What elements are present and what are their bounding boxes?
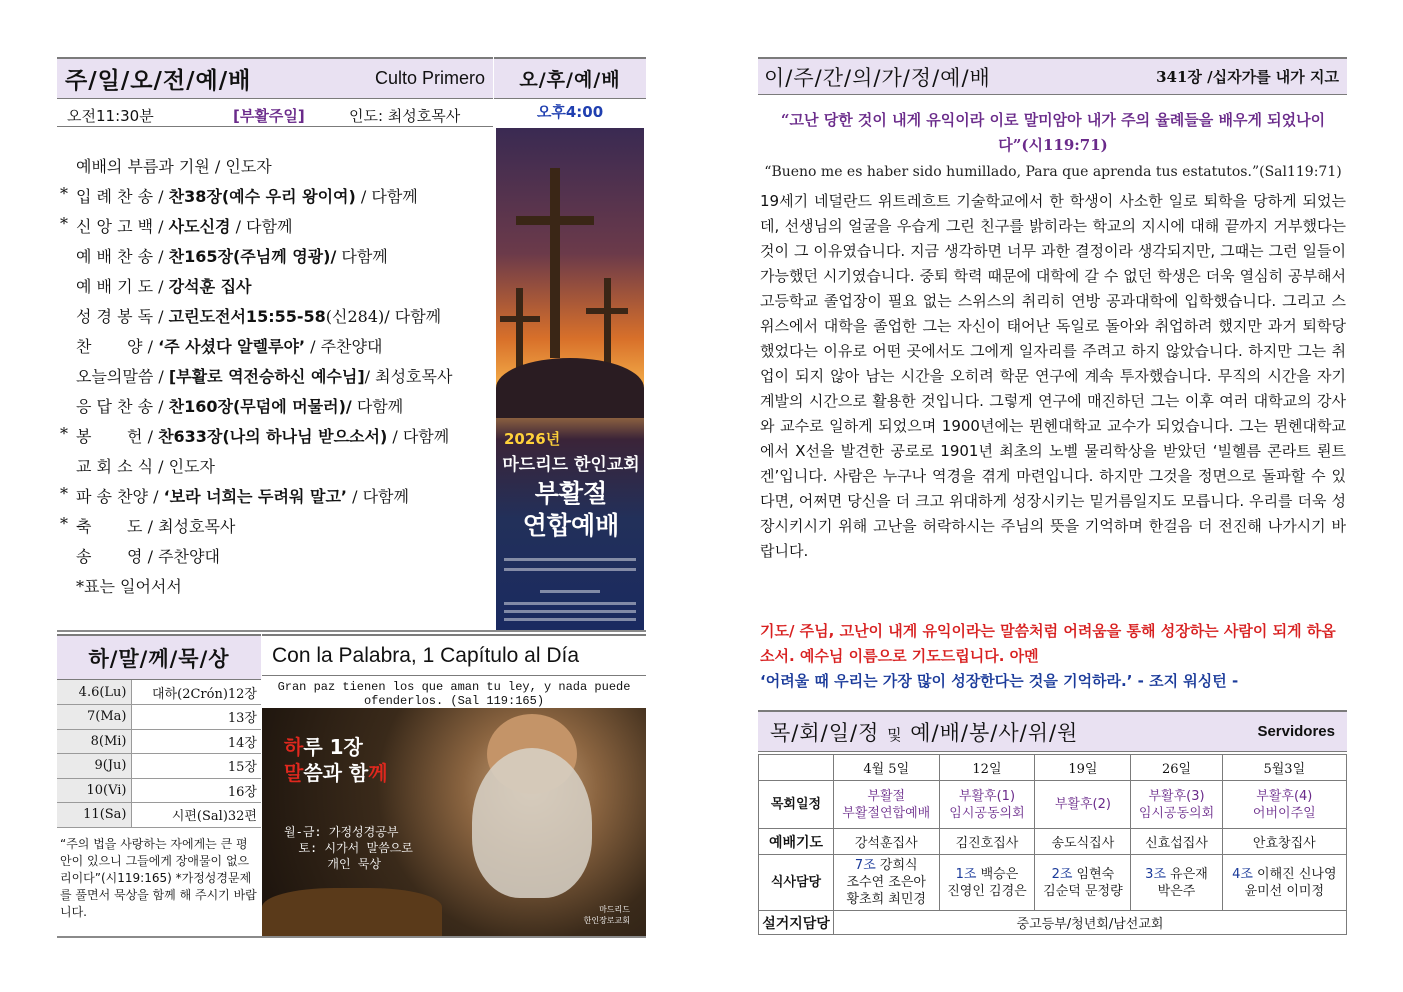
schedule-title-c: 예/배/봉/사/위/원 [910, 720, 1079, 745]
order-star [60, 544, 76, 574]
order-text [76, 424, 449, 454]
order-label: 예 배 찬 송 / [76, 247, 169, 266]
order-star: * [60, 514, 68, 533]
reading-row [57, 729, 261, 754]
order-bold: 찬633장(나의 하나님 받으소서) [158, 427, 388, 446]
poster-fineprint [504, 602, 636, 605]
reading-book: 15장 [131, 754, 261, 779]
meal-group: 1조 [955, 866, 977, 882]
schedule-prayer: 신효섭집사 [1131, 829, 1222, 855]
order-item [60, 514, 490, 544]
order-item [60, 244, 490, 274]
sunday-label: [부활주일] [233, 107, 305, 125]
order-bold: ‘주 사셨다 알렐루야’ [158, 337, 306, 356]
meal-line: 진영인 김경은 [947, 883, 1027, 899]
reading-book: 14장 [131, 729, 261, 754]
cross-shape [500, 316, 540, 322]
order-tail: / 다함께 [230, 217, 293, 236]
order-star [60, 304, 76, 334]
order-bold: [부활로 역전승하신 예수님] [168, 367, 365, 386]
meal-group: 2조 [1051, 866, 1073, 882]
order-bold: 찬38장(예수 우리 왕이여) [168, 187, 356, 206]
schedule-meals-row [759, 855, 1347, 911]
order-item [60, 334, 490, 364]
schedule-prayer: 안효창집사 [1222, 829, 1346, 855]
order-item [60, 544, 490, 574]
family-title: 이/주/간/의/가/정/예/배 [764, 65, 991, 90]
schedule-prayers-row [759, 829, 1347, 855]
verse-spanish: “Bueno me es haber sido humillado, Para que aprenda tus estatutos.”(Sal119:71) [764, 164, 1342, 180]
order-tail: 다함께 [336, 247, 388, 266]
schedule-event [834, 781, 940, 829]
order-star: * [60, 484, 68, 503]
afternoon-time: 오후4:00 [536, 103, 604, 121]
worship-leader: 인도: 최성호목사 [349, 107, 461, 125]
order-label: 예배의 부름과 기원 / 인도자 [76, 157, 272, 176]
order-text [76, 274, 252, 304]
servidores-label: Servidores [1257, 723, 1335, 740]
order-text [76, 214, 292, 244]
dish-groups: 중고등부/청년회/남선교회 [834, 911, 1347, 935]
order-bold: 사도신경 [168, 217, 231, 236]
event-line: 부활절 [867, 788, 906, 804]
order-label: *표는 일어서서 [76, 577, 182, 596]
schedule-title-b: 및 [887, 725, 903, 744]
schedule-dish-row [759, 911, 1347, 935]
poster-year: 2026년 [504, 430, 561, 448]
reading-day: 7(Ma) [57, 705, 131, 730]
schedule-meal [1222, 855, 1346, 911]
worship-title: 주/일/오/전/예/배 [65, 68, 252, 94]
order-star [60, 334, 76, 364]
meal-names: 유은재 [1166, 866, 1208, 882]
schedule-date: 5월3일 [1222, 755, 1346, 781]
order-text [76, 394, 403, 424]
family-worship-header [758, 57, 1347, 95]
order-label: 송 영 / 주찬양대 [76, 547, 220, 566]
order-text [76, 184, 418, 214]
poster-title-line: 연합예배 [522, 511, 620, 540]
photo-red-char: 하 [284, 735, 304, 759]
reading-day: 11(Sa) [57, 803, 131, 828]
order-label: 입 례 찬 송 / [76, 187, 169, 206]
cross-shape [586, 308, 628, 314]
order-text [76, 514, 235, 544]
church-logo: 마드리드 한인장로교회 [583, 905, 630, 925]
order-text [76, 364, 452, 394]
reading-row [57, 803, 261, 828]
order-text [76, 304, 441, 334]
photo-red-char: 께 [368, 761, 388, 785]
order-label: 오늘의말씀 / [76, 367, 169, 386]
schedule-title-a: 목/회/일/정 [770, 720, 880, 745]
easter-poster [496, 128, 644, 630]
schedule-corner [759, 755, 834, 781]
reading-row [57, 705, 261, 730]
order-item [60, 394, 490, 424]
schedule-event [1131, 781, 1222, 829]
palabra-header: Con la Palabra, 1 Capítulo al Día [262, 634, 646, 676]
reading-day: 9(Ju) [57, 754, 131, 779]
schedule-event [1222, 781, 1346, 829]
afternoon-title: 오/후/예/배 [519, 69, 621, 91]
order-item [60, 424, 490, 454]
order-bold: 강석훈 집사 [168, 277, 252, 296]
schedule-date: 4월 5일 [834, 755, 940, 781]
schedule-prayer: 김진호집사 [939, 829, 1035, 855]
meal-line: 황초희 최민경 [846, 892, 926, 907]
schedule-events-row [759, 781, 1347, 829]
order-bold: ‘보라 너희는 두려워 말고’ [163, 487, 347, 506]
schedule-meal [1131, 855, 1222, 911]
order-text [76, 544, 220, 574]
meal-line: 박은주 [1157, 883, 1196, 899]
verse-korean: “고난 당한 것이 내게 유익이라 이로 말미암아 내가 주의 율례들을 배우게 되었나이다”(시119:71) [780, 111, 1326, 154]
schedule-date: 26일 [1131, 755, 1222, 781]
meal-line [836, 857, 937, 874]
event-line: 부활후(4) [1256, 788, 1313, 804]
prayer-label: 예배기도 [759, 829, 834, 855]
meditation-title: 하/말/께/묵/상 [88, 646, 230, 671]
meditation-note: “주의 법을 사랑하는 자에게는 큰 평안이 있으니 그들에게 장애물이 없으리이다”(시119:165) *가정성경문제를 풀면서 묵상을 함께 해 주시기 바랍니다. [60, 837, 257, 919]
meal-names: 백승은 [976, 866, 1019, 882]
event-line: 부활후(2) [1054, 797, 1111, 812]
meal-line [942, 866, 1033, 883]
palabra-quote: Gran paz tienen los que aman tu ley, y nada puede ofenderlos. (Sal 119:165) [277, 680, 631, 708]
meal-names: 임현숙 [1072, 866, 1115, 882]
order-item [60, 304, 490, 334]
order-star [60, 394, 76, 424]
order-star: * [60, 424, 68, 443]
family-hymn: 341장 /십자가를 내가 지고 [1156, 68, 1339, 86]
schedule-title [770, 717, 1078, 747]
order-tail: 다함께 [351, 397, 404, 416]
worship-header [57, 57, 493, 99]
order-star [60, 154, 76, 184]
reading-row [57, 680, 261, 705]
order-text [76, 484, 409, 514]
order-tail: / 주찬양대 [305, 337, 383, 356]
bread-shape [262, 888, 442, 936]
schedule-prayer: 강석훈집사 [834, 829, 940, 855]
photo-text: 루 1장 [303, 735, 363, 759]
afternoon-header [494, 57, 646, 99]
meal-group: 4조 [1232, 866, 1253, 882]
reading-book: 대하(2Crón)12장 [131, 680, 261, 705]
order-text [76, 334, 382, 364]
order-tail: / 최성호목사 [364, 367, 453, 386]
poster-fineprint [540, 590, 600, 593]
reading-day: 4.6(Lu) [57, 680, 131, 705]
meal-line [1225, 866, 1344, 883]
schedule-date: 19일 [1035, 755, 1131, 781]
meal-group: 3조 [1145, 866, 1167, 882]
meal-group: 7조 [854, 858, 876, 873]
order-bold: 찬165장(주님께 영광)/ [168, 247, 337, 266]
photo-heading [284, 734, 388, 786]
order-bold: 고린도전서15:55-58 [168, 307, 326, 326]
order-label: 찬 양 / [76, 337, 159, 356]
order-star [60, 454, 76, 484]
schedule-meal [939, 855, 1035, 911]
order-label: 축 도 / 최성호목사 [76, 517, 236, 536]
event-line: 부활후(3) [1148, 788, 1205, 804]
meal-line: 김순덕 문정량 [1043, 883, 1123, 899]
meditation-header [57, 634, 261, 680]
praying-man-photo [262, 708, 646, 936]
order-item [60, 154, 490, 184]
order-label: 신 앙 고 백 / [76, 217, 169, 236]
cross-shape [516, 216, 594, 225]
schedule-event [1035, 781, 1131, 829]
event-line: 부활후(1) [958, 788, 1016, 804]
hill-shape [496, 358, 644, 418]
event-line: 임시공동의회 [949, 805, 1025, 821]
worship-time: 오전11:30분 [67, 107, 154, 125]
order-label: 봉 헌 / [76, 427, 159, 446]
devotional-story: 19세기 네덜란드 위트레흐트 기술학교에서 한 학생이 사소한 일로 퇴학을 당하게 되었는데, 선생님의 얼굴을 우습게 그린 친구를 밝히라는 학교의 지시에 대해 끝까지 거부했다는 것이 그 이유였습니다. 지금 생각하면 너무 과한 결정이라 생각되지만, 그때는 그런 일들이 가능했던 시기였습니다. 중퇴 학력 때문에 대학에 갈 수 없던 학생은 더욱 열심히 공부해서 고등학교 졸업장이 필요 없는 스위스의 취리히 연방 공과대학에 입학했습니다. 그리고 스위스에서 대학을 졸업한 그는 자신이 태어난 독일로 돌아와 취업하려 했지만 과거 퇴학당했었다는 이유로 어떤 곳에서도 그에게 일자리를 주려고 하지 않았습니다. 하지만 그는 취업이 되지 않아 남는 시간을 오히려 학문 연구에 계속 투자했습니다. 무직의 시간을 자기 계발의 시간으로 활용한 것입니다. 그렇게 연구에 매진하던 그는 이후 여러 대학교의 강사와 교수로 일하게 되었으며 1900년에는 뮌헨대학교 교수가 되었습니다. 그는 뮌헨대학교에서 X선을 발견한 공로로 1901년 최초의 노벨 물리학상을 받았던 ‘빌헬름 콘라트 뢴트겐’입니다. 사람은 누구나 역경을 겪게 마련입니다. 하지만 그것을 정면으로 돌파할 수 있다면, 어쩌면 당신을 더 크고 위대하게 성장시키는 밑거름일지도 모릅니다. 우리를 더욱 성장시키시기 위해 고난을 허락하시는 주님의 뜻을 기억하며 한걸음 더 전진해 나가시기 바랍니다. [760, 192, 1346, 560]
order-text [76, 244, 388, 274]
event-line: 임시공동의회 [1138, 805, 1215, 821]
photo-red-char: 말 [284, 761, 304, 785]
reading-day: 10(Vi) [57, 778, 131, 803]
order-label: 응 답 찬 송 / [76, 397, 169, 416]
schedule-prayer: 송도식집사 [1035, 829, 1131, 855]
events-label: 목회일정 [759, 781, 834, 829]
poster-fineprint [504, 618, 636, 621]
photo-text: 씀과 함 [303, 761, 369, 785]
poster-church: 마드리드 한인교회 [502, 455, 640, 475]
closing-quote: ‘어려울 때 우리는 가장 많이 성장한다는 것을 기억하라.’ - 조지 워싱턴 - [760, 672, 1239, 690]
meal-line: 조수연 조은아 [846, 875, 926, 890]
worship-info-row [57, 101, 493, 127]
order-item [60, 574, 490, 604]
event-line: 어버이주일 [1252, 805, 1316, 821]
poster-fineprint [504, 610, 636, 613]
reading-book: 16장 [131, 778, 261, 803]
order-item [60, 184, 490, 214]
order-label: 교 회 소 식 / 인도자 [76, 457, 216, 476]
schedule-meal [834, 855, 940, 911]
order-text [76, 154, 272, 184]
poster-title-line: 부활절 [534, 479, 608, 508]
schedule-dates-row [759, 755, 1347, 781]
beard-shape [472, 748, 592, 898]
order-item [60, 214, 490, 244]
reading-book: 시편(Sal)32편 [131, 803, 261, 828]
order-star: * [60, 184, 68, 203]
order-star [60, 244, 76, 274]
reading-day: 8(Mi) [57, 729, 131, 754]
order-item [60, 364, 490, 394]
meal-label: 식사담당 [759, 855, 834, 911]
reading-row [57, 778, 261, 803]
schedule-meal [1035, 855, 1131, 911]
order-item [60, 484, 490, 514]
event-line: 부활절연합예배 [842, 805, 931, 821]
dish-label: 설거지담당 [759, 911, 834, 935]
schedule-date: 12일 [939, 755, 1035, 781]
meal-names: 이해진 신나영 [1252, 866, 1337, 882]
order-bold: 찬160장(무덤에 머물러)/ [168, 397, 352, 416]
order-text [76, 454, 215, 484]
schedule-event [939, 781, 1035, 829]
reading-row [57, 754, 261, 779]
order-item [60, 274, 490, 304]
divider [57, 630, 646, 632]
photo-caption: 월-금: 가정성경공부 토: 시가서 말씀으로 개인 묵상 [284, 825, 413, 871]
schedule-header [758, 710, 1347, 752]
order-label: 예 배 기 도 / [76, 277, 169, 296]
order-label: 파 송 찬양 / [76, 487, 164, 506]
poster-fineprint [504, 568, 636, 571]
poster-fineprint [504, 558, 636, 561]
meal-line [1133, 866, 1219, 883]
order-tail: (신284)/ 다함께 [325, 307, 442, 326]
reading-book: 13장 [131, 705, 261, 730]
divider [57, 936, 646, 938]
cross-shape [550, 168, 560, 358]
poster-title [500, 478, 642, 542]
closing-prayer: 기도/ 주님, 고난이 내게 유익이라는 말씀처럼 어려움을 통해 성장하는 사람이 되게 하옵소서. 예수님 이름으로 기도드립니다. 아멘 [760, 622, 1336, 665]
order-label: 성 경 봉 독 / [76, 307, 169, 326]
schedule-table [758, 754, 1347, 935]
order-star: * [60, 214, 68, 233]
order-text [76, 574, 182, 604]
worship-order [60, 154, 490, 604]
order-star [60, 574, 76, 604]
order-star [60, 274, 76, 304]
order-item [60, 454, 490, 484]
order-tail: / 다함께 [355, 187, 418, 206]
meal-line: 윤미선 이미정 [1244, 883, 1325, 899]
order-star [60, 364, 76, 394]
reading-table [57, 680, 261, 828]
order-tail: / 다함께 [387, 427, 450, 446]
meal-line [1037, 866, 1128, 883]
order-tail: / 다함께 [347, 487, 409, 506]
meal-names: 강희식 [875, 858, 918, 873]
worship-subtitle: Culto Primero [374, 68, 485, 88]
